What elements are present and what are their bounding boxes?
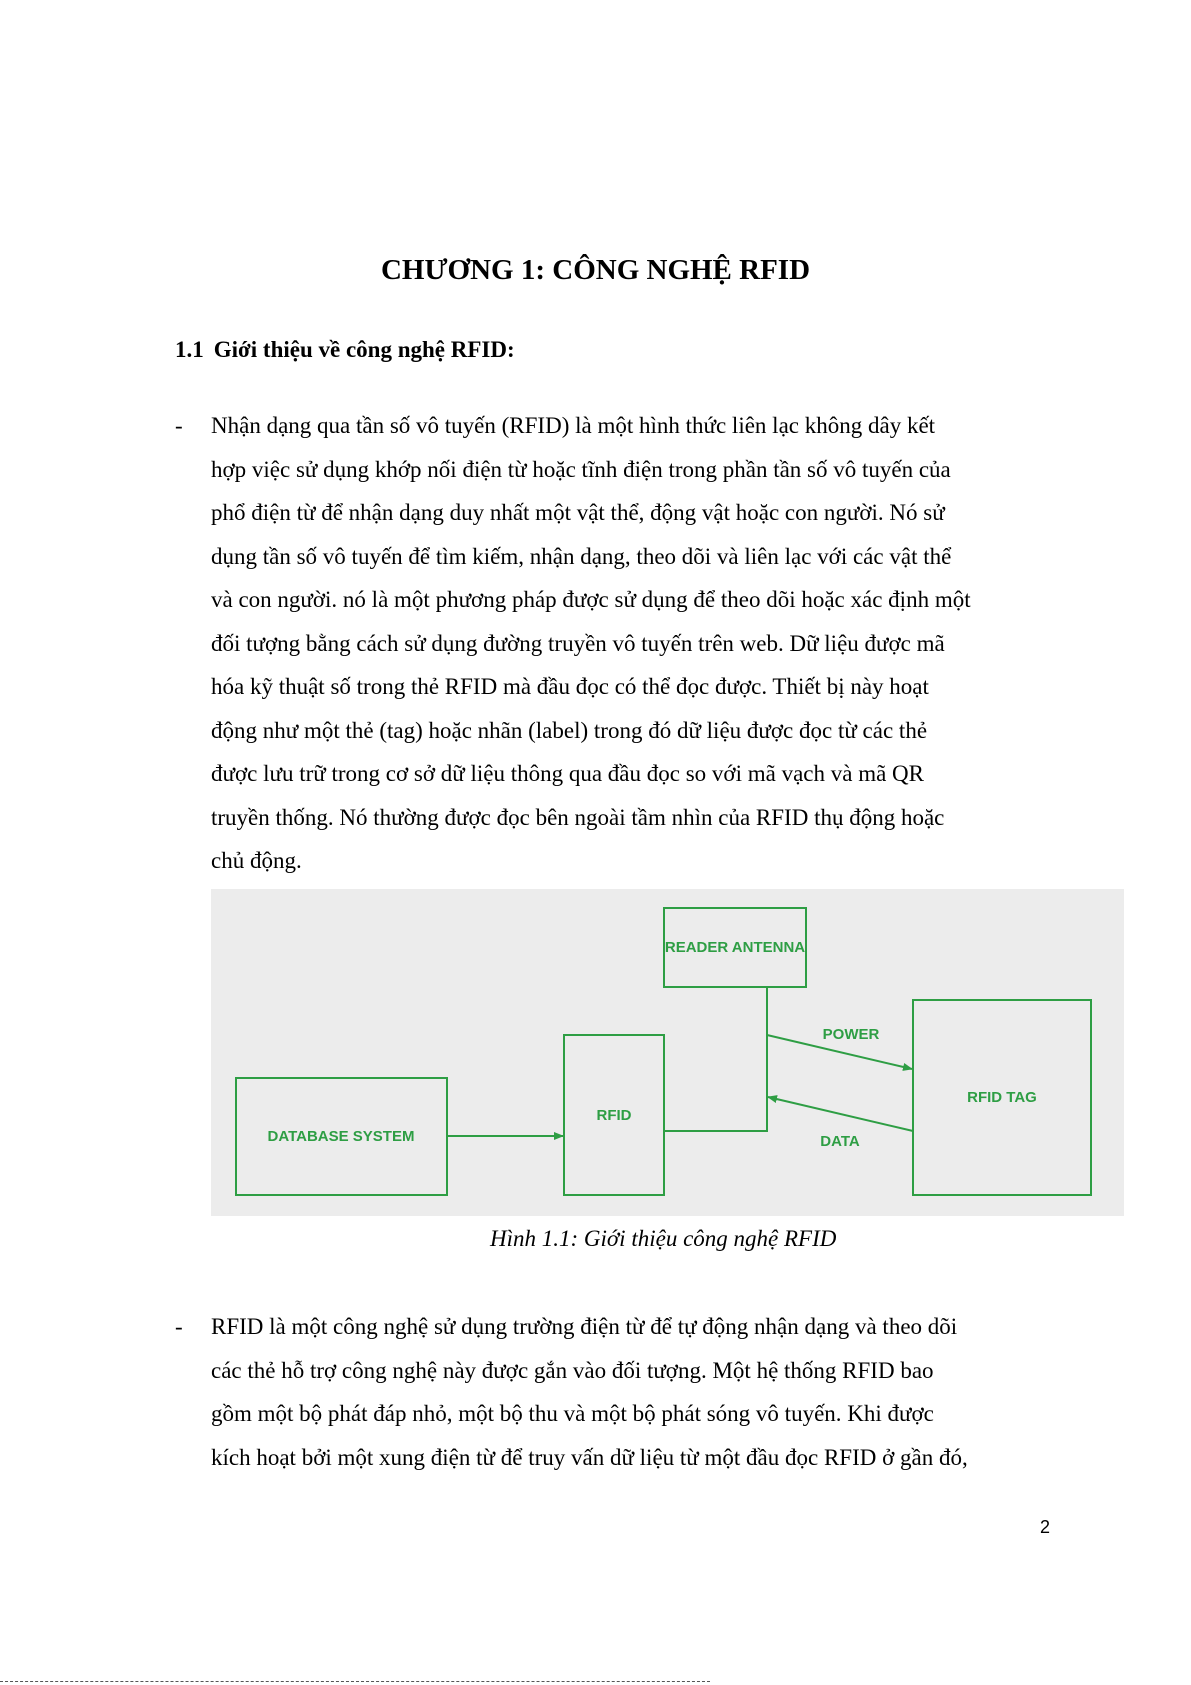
text-line: gồm một bộ phát đáp nhỏ, một bộ thu và một bộ phát sóng vô tuyến. Khi được <box>211 1401 934 1426</box>
database-system-label: DATABASE SYSTEM <box>267 1128 415 1145</box>
text-line: truyền thống. Nó thường được đọc bên ngoài tầm nhìn của RFID thụ động hoặc <box>211 804 945 830</box>
bullet-dash: - <box>175 413 183 438</box>
section-title: Giới thiệu về công nghệ RFID: <box>213 337 515 362</box>
data-label: DATA <box>820 1133 860 1150</box>
page-number: 2 <box>1040 1517 1051 1537</box>
data-arrow <box>768 1097 913 1131</box>
text-line: chủ động. <box>211 848 302 873</box>
reader-connector-line <box>664 987 767 1131</box>
text-line: động như một thẻ (tag) hoặc nhãn (label) trong đó dữ liệu được đọc từ các thẻ <box>211 717 928 743</box>
text-line: dụng tần số vô tuyến để tìm kiếm, nhận dạng, theo dõi và liên lạc với các vật thể <box>211 543 952 569</box>
section-number: 1.1 <box>175 337 204 362</box>
rfid-label: RFID <box>596 1107 632 1124</box>
paragraph-rfid-technology <box>175 1305 1055 1479</box>
text-line: và con người. nó là một phương pháp được sử dụng để theo dõi hoặc xác định một <box>211 587 971 612</box>
power-label: POWER <box>822 1026 880 1043</box>
bullet-dash: - <box>175 1314 183 1339</box>
text-line: phổ điện từ để nhận dạng duy nhất một vật thể, động vật hoặc con người. Nó sử <box>211 500 945 525</box>
footer-divider <box>0 1681 710 1682</box>
section-heading <box>175 337 515 363</box>
text-line: RFID là một công nghệ sử dụng trường điện từ để tự động nhận dạng và theo dõi <box>211 1314 958 1339</box>
chapter-title: CHƯƠNG 1: CÔNG NGHỆ RFID <box>380 254 811 286</box>
reader-antenna-label: READER ANTENNA <box>664 939 806 956</box>
paragraph-rfid-intro <box>175 404 1055 883</box>
rfid-tag-label: RFID TAG <box>967 1089 1037 1106</box>
rfid-diagram-figure <box>211 889 1124 1216</box>
text-line: các thẻ hỗ trợ công nghệ này được gắn vào đối tượng. Một hệ thống RFID bao <box>211 1357 934 1383</box>
text-line: hợp việc sử dụng khớp nối điện từ hoặc tĩnh điện trong phần tần số vô tuyến của <box>211 456 951 482</box>
text-line: hóa kỹ thuật số trong thẻ RFID mà đầu đọc có thể đọc được. Thiết bị này hoạt <box>211 674 929 699</box>
figure-caption: Hình 1.1: Giới thiệu công nghệ RFID <box>490 1226 837 1251</box>
paragraph-text <box>211 404 1055 883</box>
rfid-diagram <box>211 889 1124 1216</box>
text-line: kích hoạt bởi một xung điện từ để truy vấn dữ liệu từ một đầu đọc RFID ở gần đó, <box>211 1444 968 1470</box>
text-line: đối tượng bằng cách sử dụng đường truyền vô tuyến trên web. Dữ liệu được mã <box>211 630 945 656</box>
text-line: Nhận dạng qua tần số vô tuyến (RFID) là một hình thức liên lạc không dây kết <box>211 413 936 438</box>
paragraph-text <box>211 1305 1055 1479</box>
text-line: được lưu trữ trong cơ sở dữ liệu thông qua đầu đọc so với mã vạch và mã QR <box>211 761 924 786</box>
